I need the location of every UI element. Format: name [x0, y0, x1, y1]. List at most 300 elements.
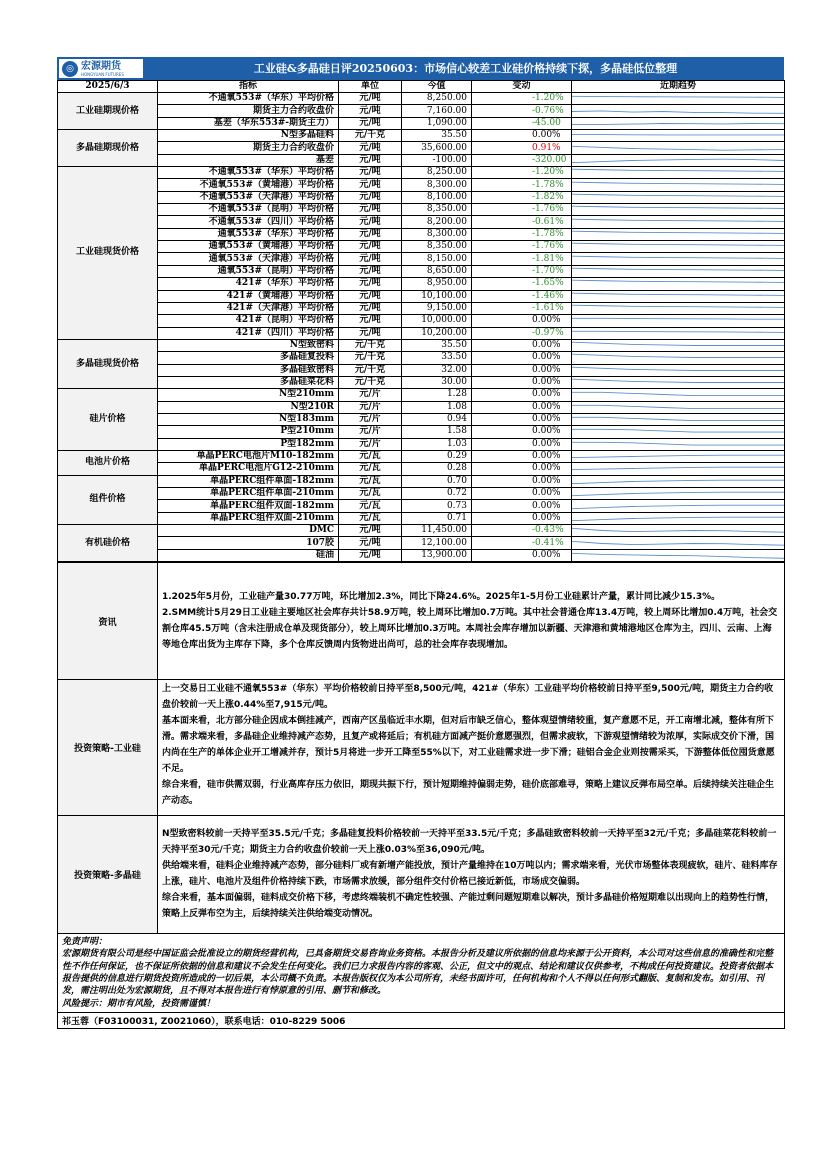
trend-sparkline	[572, 500, 785, 512]
trend-sparkline	[572, 302, 785, 314]
trend-line	[572, 455, 784, 457]
analyst-contact: 祁玉蓉（F03100031, Z0021060），联系电话：010-8229 5006	[58, 1012, 785, 1028]
value-cell: 0.28	[402, 463, 472, 475]
unit-cell: 元/片	[339, 401, 402, 413]
indicator-cell: N型183mm	[158, 413, 339, 425]
value-cell: 9,150.00	[402, 302, 472, 314]
disclaimer	[58, 934, 785, 1013]
strategy-poly-content	[158, 816, 785, 934]
contact-row	[58, 1012, 785, 1028]
indicator-cell: N型致密料	[158, 339, 339, 351]
group-label: 工业硅期现价格	[58, 93, 158, 130]
table-row	[58, 549, 785, 561]
unit-cell: 元/吨	[339, 167, 402, 179]
unit-cell: 元/瓦	[339, 488, 402, 500]
change-cell: -1.20%	[472, 93, 572, 105]
strategy-si-label: 投资策略-工业硅	[58, 680, 158, 816]
unit-cell: 元/吨	[339, 265, 402, 277]
news-row	[58, 563, 785, 680]
disclaimer-body: 宏源期货有限公司是经中国证监会批准设立的期货经营机构，已具备期货交易咨询业务资格。本报告分析及建议所依据的信息均来源于公开资料，本公司对这些信息的准确性和完整性不作任何保证，也不保证所依据的信息和建议不会发生任何变化。我们已力求报告内容的客观、公正，但文中的观点、结论和建议仅供参考，不构成任何投资建议。投资者依据本报告提供的信息进行期货投资所造成的一切后果，本公司概不负责。本报告版权仅为本公司所有，未经书面许可，任何机构和个人不得以任何形式翻版、复制和发布。如引用、刊发，需注明出处为宏源期货，且不得对本报告进行有悖原意的引用、删节和修改。	[62, 949, 774, 997]
table-row	[58, 167, 785, 179]
change-cell: -1.76%	[472, 204, 572, 216]
value-cell: 12,100.00	[402, 537, 472, 549]
table-row	[58, 290, 785, 302]
indicator-cell: 单晶PERC组件双面-182mm	[158, 500, 339, 512]
trend-sparkline	[572, 475, 785, 487]
change-cell: -0.43%	[472, 525, 572, 537]
trend-line	[572, 355, 784, 358]
indicator-cell: 通氧553#（黄埔港）平均价格	[158, 241, 339, 253]
unit-cell: 元/片	[339, 413, 402, 425]
change-cell: 0.00%	[472, 475, 572, 487]
trend-sparkline	[572, 426, 785, 438]
trend-line	[572, 231, 784, 233]
trend-line	[572, 505, 784, 509]
report-header-bar	[57, 57, 784, 80]
group-label: 工业硅现货价格	[58, 167, 158, 340]
price-table	[57, 80, 785, 562]
change-cell: -0.76%	[472, 105, 572, 117]
trend-line	[572, 219, 784, 221]
indicator-cell: P型210mm	[158, 426, 339, 438]
trend-line	[572, 541, 784, 545]
disclaimer-title: 免责声明：	[62, 937, 108, 948]
indicator-cell: 421#（华东）平均价格	[158, 278, 339, 290]
value-cell: 11,450.00	[402, 525, 472, 537]
table-header-row	[58, 81, 785, 93]
indicator-cell: 不通氧553#（华东）平均价格	[158, 93, 339, 105]
indicator-cell: 单晶PERC电池片M10-182mm	[158, 450, 339, 462]
indicator-cell: 通氧553#（天津港）平均价格	[158, 253, 339, 265]
change-cell: -1.20%	[472, 167, 572, 179]
change-cell: 0.00%	[472, 488, 572, 500]
trend-line	[572, 529, 784, 533]
table-row	[58, 93, 785, 105]
unit-cell: 元/吨	[339, 537, 402, 549]
indicator-cell: 不通氧553#（华东）平均价格	[158, 167, 339, 179]
unit-cell: 元/千克	[339, 339, 402, 351]
table-row	[58, 191, 785, 203]
indicator-cell: 基差	[158, 154, 339, 166]
change-cell: -1.61%	[472, 302, 572, 314]
unit-cell: 元/吨	[339, 154, 402, 166]
change-cell: -0.41%	[472, 537, 572, 549]
table-row	[58, 537, 785, 549]
strategy-si-paragraph: 基本面来看，北方部分硅企因成本倒挂减产，西南产区虽临近丰水期，但对后市缺乏信心，整体观望情绪较重，复产意愿不足，开工南增北减，整体有所下滑。需求端来看，多晶硅企业维持减产态势，且复产或将延后；有机硅方面减产挺价意愿强烈，但需求疲软，下游观望情绪较为浓厚，实际成交价下滑，国内尚在生产的单体企业开工增减并存，预计5月将进一步开工降至55%以下，对工业硅需求进一步下滑；硅铝合金企业则按需采买，下游整体低位囤货意愿不足。	[162, 716, 775, 775]
unit-cell: 元/千克	[339, 364, 402, 376]
strategy-poly-paragraph: N型致密料较前一天持平至35.5元/千克；多晶硅复投料价格较前一天持平至33.5元/千克；多晶硅致密料较前一天持平至32元/千克；多晶硅菜花料较前一天持平至30元/千克；期货主力合约收盘价较前一天上涨0.03%至36,090元/吨。	[162, 829, 777, 856]
group-label: 电池片价格	[58, 450, 158, 475]
news-content	[158, 563, 785, 680]
group-label: 硅片价格	[58, 389, 158, 451]
strategy-si-content	[158, 680, 785, 816]
strategy-poly-paragraph: 供给端来看，硅料企业维持减产态势，部分硅料厂或有新增产能投放，预计产量维持在10万吨以内；需求端来看，光伏市场整体表现疲软，硅片、硅料库存上涨，硅片、电池片及组件价格持续下跌，市场需求放缓，部分组件交付价格已接近新低，市场成交偏弱。	[162, 861, 778, 888]
logo-icon: ◎	[62, 61, 78, 77]
unit-cell: 元/吨	[339, 117, 402, 129]
unit-cell: 元/吨	[339, 327, 402, 339]
unit-cell: 元/瓦	[339, 450, 402, 462]
unit-cell: 元/吨	[339, 216, 402, 228]
header-date: 2025/6/3	[58, 81, 158, 93]
table-row	[58, 154, 785, 166]
table-row	[58, 352, 785, 364]
value-cell: 8,150.00	[402, 253, 472, 265]
trend-sparkline	[572, 142, 785, 154]
trend-sparkline	[572, 204, 785, 216]
value-cell: 8,100.00	[402, 191, 472, 203]
table-row	[58, 500, 785, 512]
table-row	[58, 376, 785, 388]
value-cell: 0.29	[402, 450, 472, 462]
change-cell: 0.00%	[472, 389, 572, 401]
indicator-cell: 单晶PERC组件单面-182mm	[158, 475, 339, 487]
trend-sparkline	[572, 117, 785, 129]
change-cell: 0.00%	[472, 413, 572, 425]
trend-sparkline	[572, 413, 785, 425]
trend-sparkline	[572, 463, 785, 475]
value-cell: 0.94	[402, 413, 472, 425]
table-row	[58, 413, 785, 425]
trend-sparkline	[572, 512, 785, 524]
value-cell: 30.00	[402, 376, 472, 388]
trend-sparkline	[572, 389, 785, 401]
trend-sparkline	[572, 228, 785, 240]
trend-line	[572, 553, 784, 558]
indicator-cell: 不通氧553#（四川）平均价格	[158, 216, 339, 228]
unit-cell: 元/吨	[339, 179, 402, 191]
trend-line	[572, 135, 784, 136]
indicator-cell: 不通氧553#（天津港）平均价格	[158, 191, 339, 203]
table-row	[58, 253, 785, 265]
trend-line	[572, 367, 784, 370]
change-cell: -1.70%	[472, 265, 572, 277]
table-row	[58, 265, 785, 277]
indicator-cell: 单晶PERC组件单面-210mm	[158, 488, 339, 500]
change-cell: 0.00%	[472, 463, 572, 475]
value-cell: 1.03	[402, 438, 472, 450]
indicator-cell: 107胶	[158, 537, 339, 549]
header-change: 变动	[472, 81, 572, 93]
strategy-poly-label: 投资策略-多晶硅	[58, 816, 158, 934]
unit-cell: 元/千克	[339, 376, 402, 388]
disclaimer-row	[58, 934, 785, 1013]
trend-sparkline	[572, 537, 785, 549]
trend-sparkline	[572, 401, 785, 413]
trend-line	[572, 319, 784, 320]
header-trend: 近期趋势	[572, 81, 785, 93]
unit-cell: 元/片	[339, 438, 402, 450]
table-row	[58, 450, 785, 462]
trend-sparkline	[572, 278, 785, 290]
trend-sparkline	[572, 488, 785, 500]
table-row	[58, 241, 785, 253]
table-row	[58, 463, 785, 475]
table-row	[58, 204, 785, 216]
trend-sparkline	[572, 179, 785, 191]
change-cell: -1.82%	[472, 191, 572, 203]
change-cell: 0.00%	[472, 130, 572, 142]
trend-sparkline	[572, 130, 785, 142]
change-cell: 0.00%	[472, 401, 572, 413]
indicator-cell: 期货主力合约收盘价	[158, 105, 339, 117]
unit-cell: 元/瓦	[339, 463, 402, 475]
unit-cell: 元/吨	[339, 302, 402, 314]
indicator-cell: 单晶PERC组件双面-210mm	[158, 512, 339, 524]
trend-line	[572, 123, 784, 124]
value-cell: 8,200.00	[402, 216, 472, 228]
value-cell: 8,650.00	[402, 265, 472, 277]
news-paragraph: 1.2025年5月份，工业硅产量30.77万吨，环比增加2.3%，同比下降24.6%。2025年1-5月份工业硅累计产量，累计同比减少15.3%。	[162, 592, 721, 603]
table-row	[58, 142, 785, 154]
indicator-cell: 多晶硅复投料	[158, 352, 339, 364]
trend-line	[572, 256, 784, 258]
table-row	[58, 216, 785, 228]
unit-cell: 元/吨	[339, 204, 402, 216]
table-row	[58, 525, 785, 537]
table-row	[58, 278, 785, 290]
unit-cell: 元/吨	[339, 105, 402, 117]
unit-cell: 元/吨	[339, 241, 402, 253]
indicator-cell: 通氧553#（昆明）平均价格	[158, 265, 339, 277]
unit-cell: 元/吨	[339, 142, 402, 154]
table-row	[58, 364, 785, 376]
trend-line	[572, 379, 784, 382]
value-cell: 8,250.00	[402, 167, 472, 179]
trend-line	[572, 442, 784, 445]
report-title: 工业硅&多晶硅日评20250603：市场信心较差工业硅价格持续下探，多晶硅低位整理	[253, 62, 678, 75]
table-row	[58, 488, 785, 500]
value-cell: 10,100.00	[402, 290, 472, 302]
value-cell: 0.72	[402, 488, 472, 500]
change-cell: -320.00	[472, 154, 572, 166]
indicator-cell: 421#（天津港）平均价格	[158, 302, 339, 314]
header-indicator: 指标	[158, 81, 339, 93]
unit-cell: 元/瓦	[339, 500, 402, 512]
value-cell: 8,350.00	[402, 241, 472, 253]
logo-text-en: HONGYUAN FUTURES	[81, 71, 124, 77]
change-cell: 0.00%	[472, 512, 572, 524]
table-row	[58, 228, 785, 240]
value-cell: 33.50	[402, 352, 472, 364]
table-row	[58, 389, 785, 401]
trend-sparkline	[572, 352, 785, 364]
indicator-cell: 不通氧553#（昆明）平均价格	[158, 204, 339, 216]
unit-cell: 元/瓦	[339, 512, 402, 524]
trend-line	[572, 342, 784, 345]
trend-line	[572, 393, 784, 396]
commentary-table	[57, 562, 785, 1029]
table-row	[58, 512, 785, 524]
trend-sparkline	[572, 253, 785, 265]
table-row	[58, 327, 785, 339]
report-page	[57, 57, 784, 1029]
unit-cell: 元/吨	[339, 253, 402, 265]
trend-line	[572, 268, 784, 270]
table-row	[58, 315, 785, 327]
table-row	[58, 105, 785, 117]
trend-line	[572, 206, 784, 208]
trend-line	[572, 405, 784, 408]
trend-sparkline	[572, 93, 785, 105]
strategy-si-row	[58, 680, 785, 816]
trend-sparkline	[572, 450, 785, 462]
value-cell: 35.50	[402, 130, 472, 142]
table-row	[58, 179, 785, 191]
change-cell: -45.00	[472, 117, 572, 129]
value-cell: 13,900.00	[402, 549, 472, 561]
strategy-poly-row	[58, 816, 785, 934]
indicator-cell: 多晶硅致密料	[158, 364, 339, 376]
value-cell: 0.73	[402, 500, 472, 512]
indicator-cell: 多晶硅菜花料	[158, 376, 339, 388]
trend-line	[572, 159, 784, 163]
table-row	[58, 475, 785, 487]
trend-line	[572, 110, 784, 112]
company-logo	[59, 59, 143, 78]
unit-cell: 元/吨	[339, 549, 402, 561]
unit-cell: 元/瓦	[339, 475, 402, 487]
change-cell: 0.00%	[472, 315, 572, 327]
indicator-cell: N型多晶硅料	[158, 130, 339, 142]
unit-cell: 元/吨	[339, 290, 402, 302]
unit-cell: 元/千克	[339, 352, 402, 364]
unit-cell: 元/吨	[339, 525, 402, 537]
value-cell: 10,200.00	[402, 327, 472, 339]
indicator-cell: 421#（四川）平均价格	[158, 327, 339, 339]
change-cell: -1.78%	[472, 228, 572, 240]
change-cell: -1.78%	[472, 179, 572, 191]
trend-sparkline	[572, 339, 785, 351]
risk-warning: 风险提示：期市有风险，投资需谨慎！	[62, 998, 216, 1009]
trend-line	[572, 194, 784, 196]
unit-cell: 元/片	[339, 389, 402, 401]
trend-sparkline	[572, 438, 785, 450]
indicator-cell: N型210R	[158, 401, 339, 413]
trend-line	[572, 293, 784, 295]
change-cell: -1.81%	[472, 253, 572, 265]
trend-line	[572, 281, 784, 283]
table-row	[58, 401, 785, 413]
trend-line	[572, 468, 784, 470]
trend-line	[572, 492, 784, 496]
header-unit: 单位	[339, 81, 402, 93]
change-cell: 0.00%	[472, 376, 572, 388]
indicator-cell: 硅油	[158, 549, 339, 561]
trend-line	[572, 243, 784, 245]
strategy-si-paragraph: 综合来看，硅市供需双弱，行业高库存压力依旧，期现共振下行，预计短期维持偏弱走势，硅价底部难寻，策略上建议反弹布局空单。后续持续关注硅企生产动态。	[162, 780, 775, 807]
trend-sparkline	[572, 167, 785, 179]
table-row	[58, 438, 785, 450]
unit-cell: 元/吨	[339, 278, 402, 290]
table-row	[58, 130, 785, 142]
indicator-cell: P型182mm	[158, 438, 339, 450]
trend-line	[572, 430, 784, 433]
trend-sparkline	[572, 364, 785, 376]
indicator-cell: 不通氧553#（黄埔港）平均价格	[158, 179, 339, 191]
strategy-poly-paragraph: 综合来看，基本面偏弱，硅料成交价格下移，考虑终端装机不确定性较强、产能过剩问题短期难以解决，预计多晶硅价格短期难以出现向上的趋势性行情，策略上反弹布空为主，后续持续关注供给端变动情况。	[162, 893, 775, 920]
trend-line	[572, 305, 784, 307]
trend-line	[572, 331, 784, 332]
value-cell: -100.00	[402, 154, 472, 166]
change-cell: 0.91%	[472, 142, 572, 154]
trend-sparkline	[572, 265, 785, 277]
trend-sparkline	[572, 290, 785, 302]
value-cell: 8,950.00	[402, 278, 472, 290]
value-cell: 0.70	[402, 475, 472, 487]
value-cell: 8,350.00	[402, 204, 472, 216]
trend-sparkline	[572, 191, 785, 203]
trend-sparkline	[572, 315, 785, 327]
group-label: 组件价格	[58, 475, 158, 524]
group-label: 多晶硅现货价格	[58, 339, 158, 388]
unit-cell: 元/吨	[339, 93, 402, 105]
value-cell: 32.00	[402, 364, 472, 376]
group-label: 有机硅价格	[58, 525, 158, 562]
trend-sparkline	[572, 154, 785, 166]
change-cell: 0.00%	[472, 426, 572, 438]
trend-sparkline	[572, 549, 785, 561]
trend-line	[572, 146, 784, 150]
value-cell: 8,300.00	[402, 179, 472, 191]
change-cell: 0.00%	[472, 364, 572, 376]
change-cell: 0.00%	[472, 450, 572, 462]
news-label: 资讯	[58, 563, 158, 680]
table-row	[58, 302, 785, 314]
change-cell: -0.61%	[472, 216, 572, 228]
change-cell: 0.00%	[472, 500, 572, 512]
trend-line	[572, 417, 784, 420]
change-cell: 0.00%	[472, 352, 572, 364]
value-cell: 35.50	[402, 339, 472, 351]
trend-sparkline	[572, 327, 785, 339]
table-row	[58, 426, 785, 438]
trend-sparkline	[572, 105, 785, 117]
value-cell: 7,160.00	[402, 105, 472, 117]
logo-text-cn: 宏源期货	[81, 60, 121, 72]
value-cell: 35,600.00	[402, 142, 472, 154]
value-cell: 8,300.00	[402, 228, 472, 240]
table-row	[58, 117, 785, 129]
value-cell: 10,000.00	[402, 315, 472, 327]
value-cell: 0.71	[402, 512, 472, 524]
trend-sparkline	[572, 216, 785, 228]
value-cell: 1.58	[402, 426, 472, 438]
value-cell: 1.08	[402, 401, 472, 413]
indicator-cell: N型210mm	[158, 389, 339, 401]
strategy-si-paragraph: 上一交易日工业硅不通氧553#（华东）平均价格较前日持平至8,500元/吨，421#（华东）工业硅平均价格较前日持平至9,500元/吨，期货主力合约收盘价较前一天上涨0.44%至7,915元/吨。	[162, 684, 774, 711]
trend-line	[572, 182, 784, 184]
table-row	[58, 339, 785, 351]
indicator-cell: 421#（黄埔港）平均价格	[158, 290, 339, 302]
header-today: 今值	[402, 81, 472, 93]
trend-sparkline	[572, 376, 785, 388]
unit-cell: 元/吨	[339, 228, 402, 240]
change-cell: 0.00%	[472, 339, 572, 351]
change-cell: 0.00%	[472, 438, 572, 450]
unit-cell: 元/千克	[339, 130, 402, 142]
unit-cell: 元/片	[339, 426, 402, 438]
trend-line	[572, 480, 784, 484]
indicator-cell: 421#（昆明）平均价格	[158, 315, 339, 327]
indicator-cell: 基差（华东553#-期货主力）	[158, 117, 339, 129]
trend-line	[572, 517, 784, 521]
unit-cell: 元/吨	[339, 315, 402, 327]
change-cell: 0.00%	[472, 549, 572, 561]
change-cell: -0.97%	[472, 327, 572, 339]
trend-sparkline	[572, 241, 785, 253]
group-label: 多晶硅期现价格	[58, 130, 158, 167]
value-cell: 1,090.00	[402, 117, 472, 129]
